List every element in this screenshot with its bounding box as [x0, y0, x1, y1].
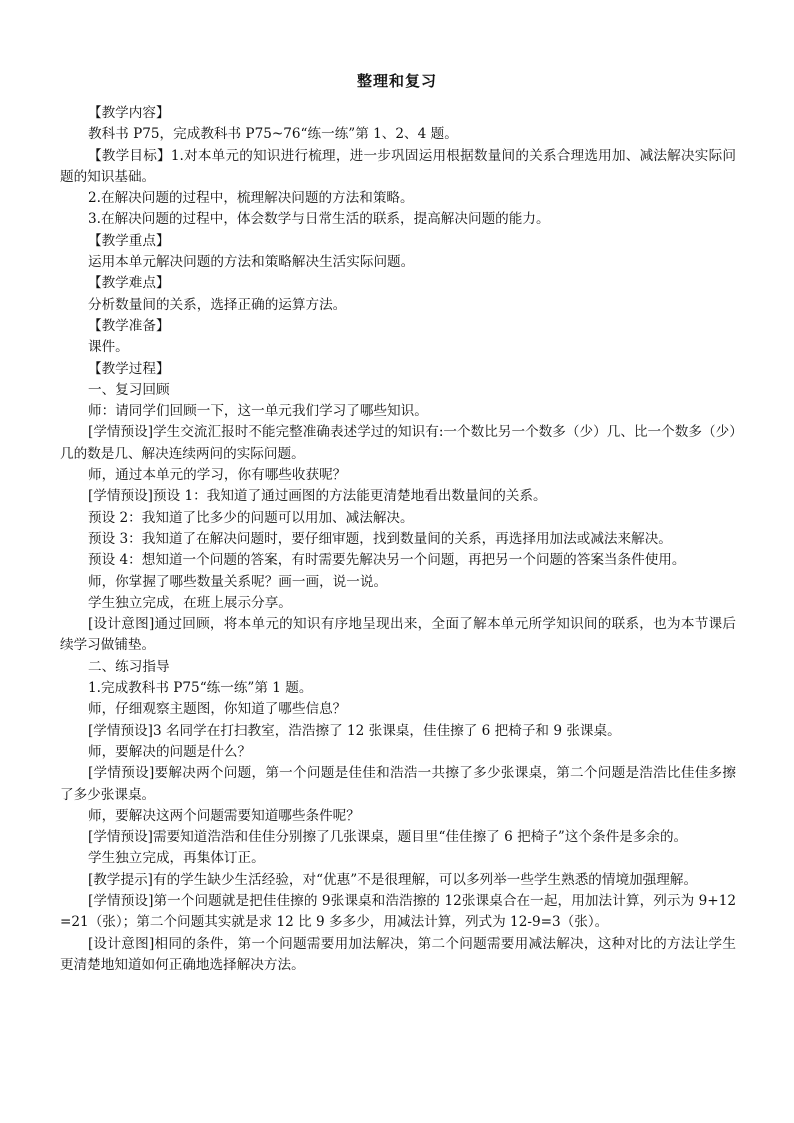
paragraph: [设计意图]通过回顾，将本单元的知识有序地呈现出来，全面了解本单元所学知识间的联系，也为本节课后续学习做铺垫。: [60, 616, 736, 654]
paragraph: [学情预设]需要知道浩浩和佳佳分别擦了几张课桌，题目里“佳佳擦了 6 把椅子”这个条件是多余的。: [88, 829, 688, 846]
paragraph: 预设 2：我知道了比多少的问题可以用加、减法解决。: [88, 509, 414, 526]
paragraph: 二、练习指导: [88, 658, 170, 675]
paragraph: 分析数量间的关系，选择正确的运算方法。: [88, 296, 347, 313]
paragraph: 一、复习回顾: [88, 381, 170, 398]
document-body: [60, 103, 736, 976]
paragraph: 师，要解决这两个问题需要知道哪些条件呢？: [88, 807, 360, 824]
paragraph: 【教学准备】: [88, 317, 170, 334]
paragraph: 师，通过本单元的学习，你有哪些收获呢？: [88, 467, 347, 484]
paragraph: 预设 3：我知道了在解决问题时，要仔细审题，找到数量间的关系，再选择用加法或减法来解决。: [88, 530, 672, 547]
paragraph: 【教学目标】1.对本单元的知识进行梳理，进一步巩固运用根据数量间的关系合理选用加、减法解决实际问题的知识基础。: [60, 147, 736, 185]
paragraph: [学情预设]3 名同学在打扫教室，浩浩擦了 12 张课桌，佳佳擦了 6 把椅子和 9 张课桌。: [88, 722, 621, 739]
paragraph: 运用本单元解决问题的方法和策略解决生活实际问题。: [88, 254, 415, 271]
paragraph: 学生独立完成，再集体订正。: [88, 850, 265, 867]
paragraph: [学情预设]第一个问题就是把佳佳擦的 9张课桌和浩浩擦的 12张课桌合在一起，用加法计算，列示为 9+12=21（张）；第二个问题其实就是求 12 比 9 多多少，用减法计算，列式为 12-9=3（张）。: [60, 892, 736, 931]
paragraph: 学生独立完成，在班上展示分享。: [88, 594, 292, 611]
paragraph: [学情预设]要解决两个问题，第一个问题是佳佳和浩浩一共擦了多少张课桌，第二个问题是浩浩比佳佳多擦了多少张课桌。: [60, 765, 736, 803]
paragraph: [学情预设]学生交流汇报时不能完整准确表述学过的知识有:一个数比另一个数多（少）几、比一个数多（少）几的数是几、解决连续两问的实际问题。: [60, 424, 736, 462]
paragraph: 师，仔细观察主题图，你知道了哪些信息？: [88, 701, 347, 718]
paragraph: 1.完成教科书 P75“练一练”第 1 题。: [88, 680, 313, 697]
paragraph: 【教学难点】: [88, 275, 170, 292]
paragraph: 师：请同学们回顾一下，这一单元我们学习了哪些知识。: [88, 403, 428, 420]
paragraph: 预设 4：想知道一个问题的答案，有时需要先解决另一个问题，再把另一个问题的答案当条件使用。: [88, 552, 686, 569]
paragraph: 教科书 P75，完成教科书 P75~76“练一练”第 1、2、4 题。: [88, 126, 458, 143]
document-title: 整理和复习: [356, 72, 437, 90]
paragraph: 师，要解决的问题是什么？: [88, 743, 252, 760]
paragraph: [教学提示]有的学生缺少生活经验，对“优惠”不是很理解，可以多列举一些学生熟悉的情境加强理解。: [88, 871, 698, 888]
paragraph: 【教学过程】: [88, 360, 170, 377]
paragraph: 3.在解决问题的过程中，体会数学与日常生活的联系，提高解决问题的能力。: [88, 211, 550, 228]
paragraph: 【教学重点】: [88, 232, 170, 249]
paragraph: [设计意图]相同的条件，第一个问题需要用加法解决，第二个问题需要用减法解决，这种对比的方法让学生更清楚地知道如何正确地选择解决方法。: [60, 935, 736, 973]
paragraph: [学情预设]预设 1：我知道了通过画图的方法能更清楚地看出数量间的关系。: [88, 488, 547, 505]
paragraph: 课件。: [88, 339, 129, 356]
paragraph: 2.在解决问题的过程中，梳理解决问题的方法和策略。: [88, 190, 414, 207]
paragraph: 师，你掌握了哪些数量关系呢？画一画，说一说。: [88, 573, 388, 590]
paragraph: 【教学内容】: [88, 105, 170, 121]
